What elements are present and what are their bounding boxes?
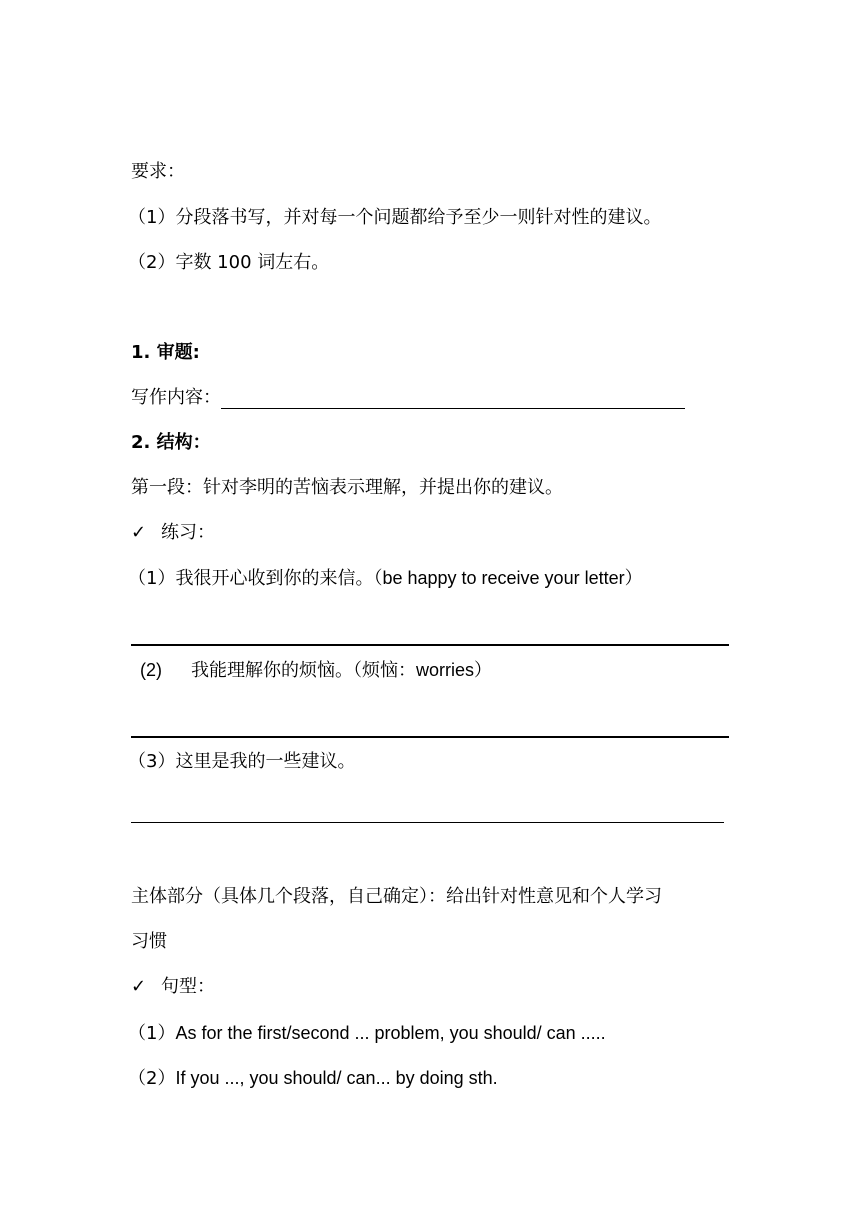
writing-content-blank[interactable] bbox=[221, 390, 685, 409]
pattern-item-1 bbox=[128, 1022, 606, 1045]
requirement-item-2: （2）字数 100 词左右。 bbox=[128, 252, 330, 273]
practice-item-3 bbox=[128, 751, 355, 773]
requirements-heading: 要求： bbox=[131, 161, 185, 182]
requirement-item-1: （1）分段落书写，并对每一个问题都给予至少一则针对性的建议。 bbox=[128, 207, 662, 228]
section-1-heading: 1. 审题: bbox=[131, 342, 200, 363]
check-icon: ✓ bbox=[131, 976, 147, 997]
answer-line-1[interactable] bbox=[131, 644, 729, 646]
practice-item-1-num: （1） bbox=[128, 568, 176, 589]
answer-line-2[interactable] bbox=[131, 736, 729, 738]
body-part-line-1: 主体部分（具体几个段落，自己确定）：给出针对性意见和个人学习 bbox=[131, 886, 662, 907]
answer-line-3-row bbox=[131, 801, 724, 823]
practice-label: 练习： bbox=[161, 522, 215, 543]
practice-row bbox=[131, 522, 215, 544]
practice-item-3-num: （3） bbox=[128, 751, 176, 772]
practice-item-3-text: 这里是我的一些建议。 bbox=[175, 751, 356, 772]
pattern-item-1-text: As for the first/second ... problem, you should/ can ..... bbox=[175, 1023, 606, 1043]
practice-item-2 bbox=[140, 659, 492, 682]
answer-line-3[interactable] bbox=[131, 804, 724, 823]
pattern-row bbox=[131, 976, 215, 998]
body-part-line-2: 习惯 bbox=[131, 931, 167, 952]
pattern-item-2-text: If you ..., you should/ can... by doing sth. bbox=[175, 1068, 498, 1088]
pattern-item-2 bbox=[128, 1067, 498, 1090]
practice-item-2-text: 我能理解你的烦恼。 bbox=[191, 660, 353, 681]
practice-item-1-en: （be happy to receive your letter） bbox=[373, 568, 643, 588]
pattern-label: 句型： bbox=[161, 976, 215, 997]
practice-item-2-num: (2) bbox=[140, 660, 162, 680]
pattern-item-2-num: （2） bbox=[128, 1068, 176, 1089]
writing-content-label: 写作内容： bbox=[131, 387, 221, 408]
practice-item-2-en: （烦恼：worries） bbox=[353, 660, 493, 680]
practice-item-1 bbox=[128, 567, 643, 590]
check-icon: ✓ bbox=[131, 522, 147, 543]
pattern-item-1-num: （1） bbox=[128, 1023, 176, 1044]
writing-content-row bbox=[131, 387, 685, 409]
practice-item-1-text: 我很开心收到你的来信。 bbox=[175, 568, 374, 589]
paragraph-1-description: 第一段：针对李明的苦恼表示理解，并提出你的建议。 bbox=[131, 477, 563, 498]
section-2-heading: 2. 结构： bbox=[131, 432, 211, 453]
